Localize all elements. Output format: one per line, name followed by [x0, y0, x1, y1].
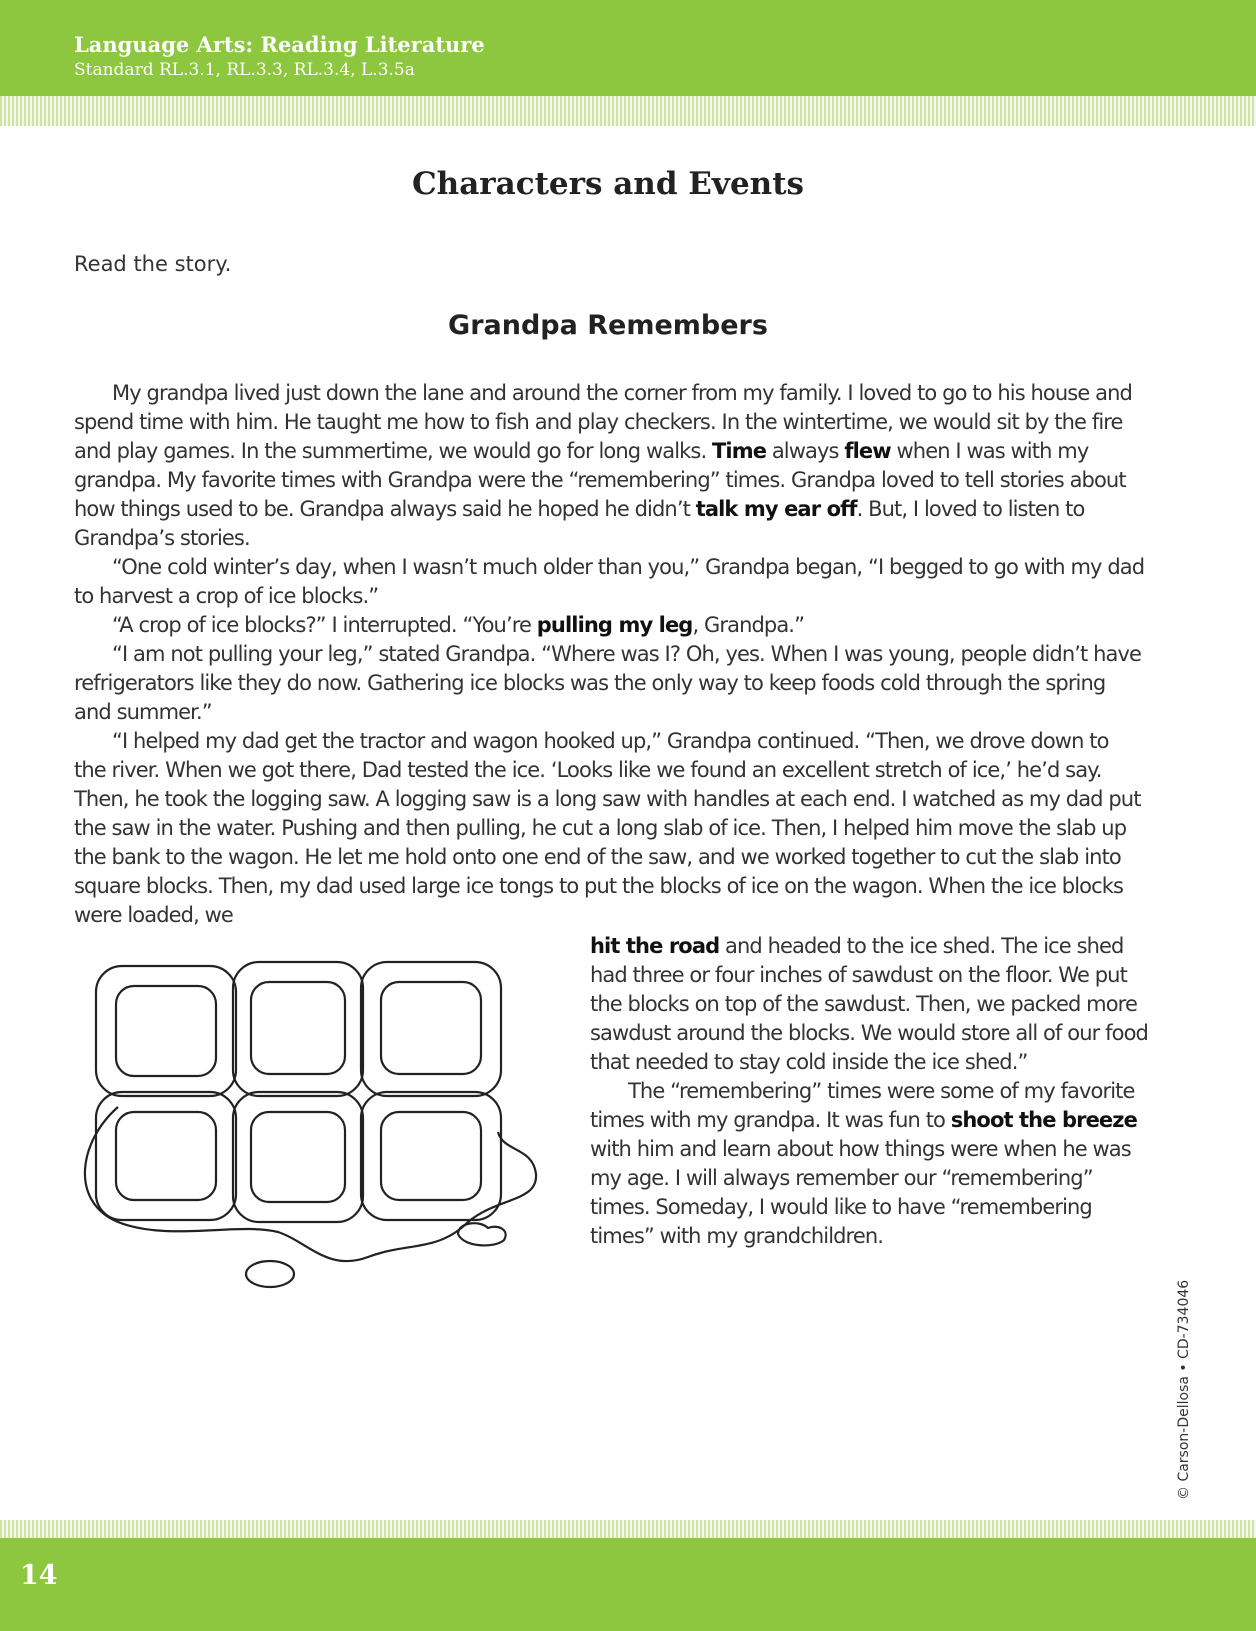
footer-bar: [0, 1538, 1256, 1631]
header-stripe: [0, 96, 1256, 126]
story-paragraph: “One cold winter’s day, when I wasn’t much older than you,” Grandpa began, “I begged to go with my dad to harvest a crop of ice blocks.”: [74, 555, 1145, 608]
idiom-talk-my-ear-off: talk my ear off: [695, 497, 857, 521]
standard-label: Standard RL.3.1, RL.3.3, RL.3.4, L.3.5a: [74, 60, 415, 80]
idiom-hit-the-road: hit the road: [590, 934, 720, 958]
story-paragraph: “A crop of ice blocks?” I interrupted. “You’re pulling my leg, Grandpa.”: [112, 613, 805, 637]
story-title: Grandpa Remembers: [448, 310, 768, 341]
copyright-note: © Carson-Dellosa • CD-734046: [1176, 1279, 1192, 1500]
ice-cube: [96, 1092, 236, 1220]
ice-cube: [233, 962, 363, 1096]
drip: [458, 1223, 506, 1245]
story-body: [74, 379, 1146, 930]
story-body-right: [590, 932, 1150, 1251]
story-paragraph: “I helped my dad get the tractor and wagon hooked up,” Grandpa continued. “Then, we drove down to the river. When we got there, Dad tested the ice. ‘Looks like we found an excellent stretch of ice,’ he’d say. Then, he took the logging saw. A logging saw is a long saw with handles at each end. I watched as my dad put the saw in the water. Pushing and then pulling, he cut a long slab of ice. Then, I helped him move the slab up the bank to the wagon. He let me hold onto one end of the saw, and we worked together to cut the slab into square blocks. Then, my dad used large ice tongs to put the blocks of ice on the wagon. When the ice blocks were loaded, we: [74, 729, 1141, 927]
subject-heading: Language Arts: Reading Literature: [74, 32, 485, 57]
idiom-time: Time: [712, 439, 767, 463]
drip: [246, 1261, 294, 1287]
ice-blocks-illustration: [78, 952, 568, 1322]
instruction-text: Read the story.: [74, 252, 232, 276]
story-paragraph: hit the road and headed to the ice shed. The ice shed had three or four inches of sawdust on the floor. We put the blocks on top of the sawdust. Then, we packed more sawdust around the blocks. We would store all of our food that needed to stay cold inside the ice shed.”: [590, 934, 1148, 1074]
ice-cube: [233, 1092, 363, 1222]
ice-cube: [96, 966, 236, 1096]
story-paragraph: The “remembering” times were some of my favorite times with my grandpa. It was fun to shoot the breeze with him and learn about how things were when he was my age. I will always remember our “remembering” times. Someday, I would like to have “remembering times” with my grandchildren.: [590, 1079, 1137, 1248]
idiom-shoot-the-breeze: shoot the breeze: [950, 1108, 1137, 1132]
idiom-flew: flew: [844, 439, 891, 463]
page-title: Characters and Events: [412, 166, 804, 202]
story-paragraph: My grandpa lived just down the lane and around the corner from my family. I loved to go to his house and spend time with him. He taught me how to fish and play checkers. In the wintertime, we would sit by the fire and play games. In the summertime, we would go for long walks. Time always flew when I was with my grandpa. My favorite times with Grandpa were the “remembering” times. Grandpa loved to tell stories about how things used to be. Grandpa always said he hoped he didn’t talk my ear off. But, I loved to listen to Grandpa’s stories.: [74, 381, 1132, 550]
story-paragraph: “I am not pulling your leg,” stated Grandpa. “Where was I? Oh, yes. When I was young, people didn’t have refrigerators like they do now. Gathering ice blocks was the only way to keep foods cold through the spring and summer.”: [74, 642, 1142, 724]
footer-stripe: [0, 1520, 1256, 1538]
ice-cube: [361, 962, 501, 1096]
ice-cube: [361, 1092, 501, 1220]
melt-puddle: [85, 1107, 536, 1261]
page-number: 14: [20, 1560, 58, 1591]
idiom-pulling-my-leg: pulling my leg: [536, 613, 693, 637]
